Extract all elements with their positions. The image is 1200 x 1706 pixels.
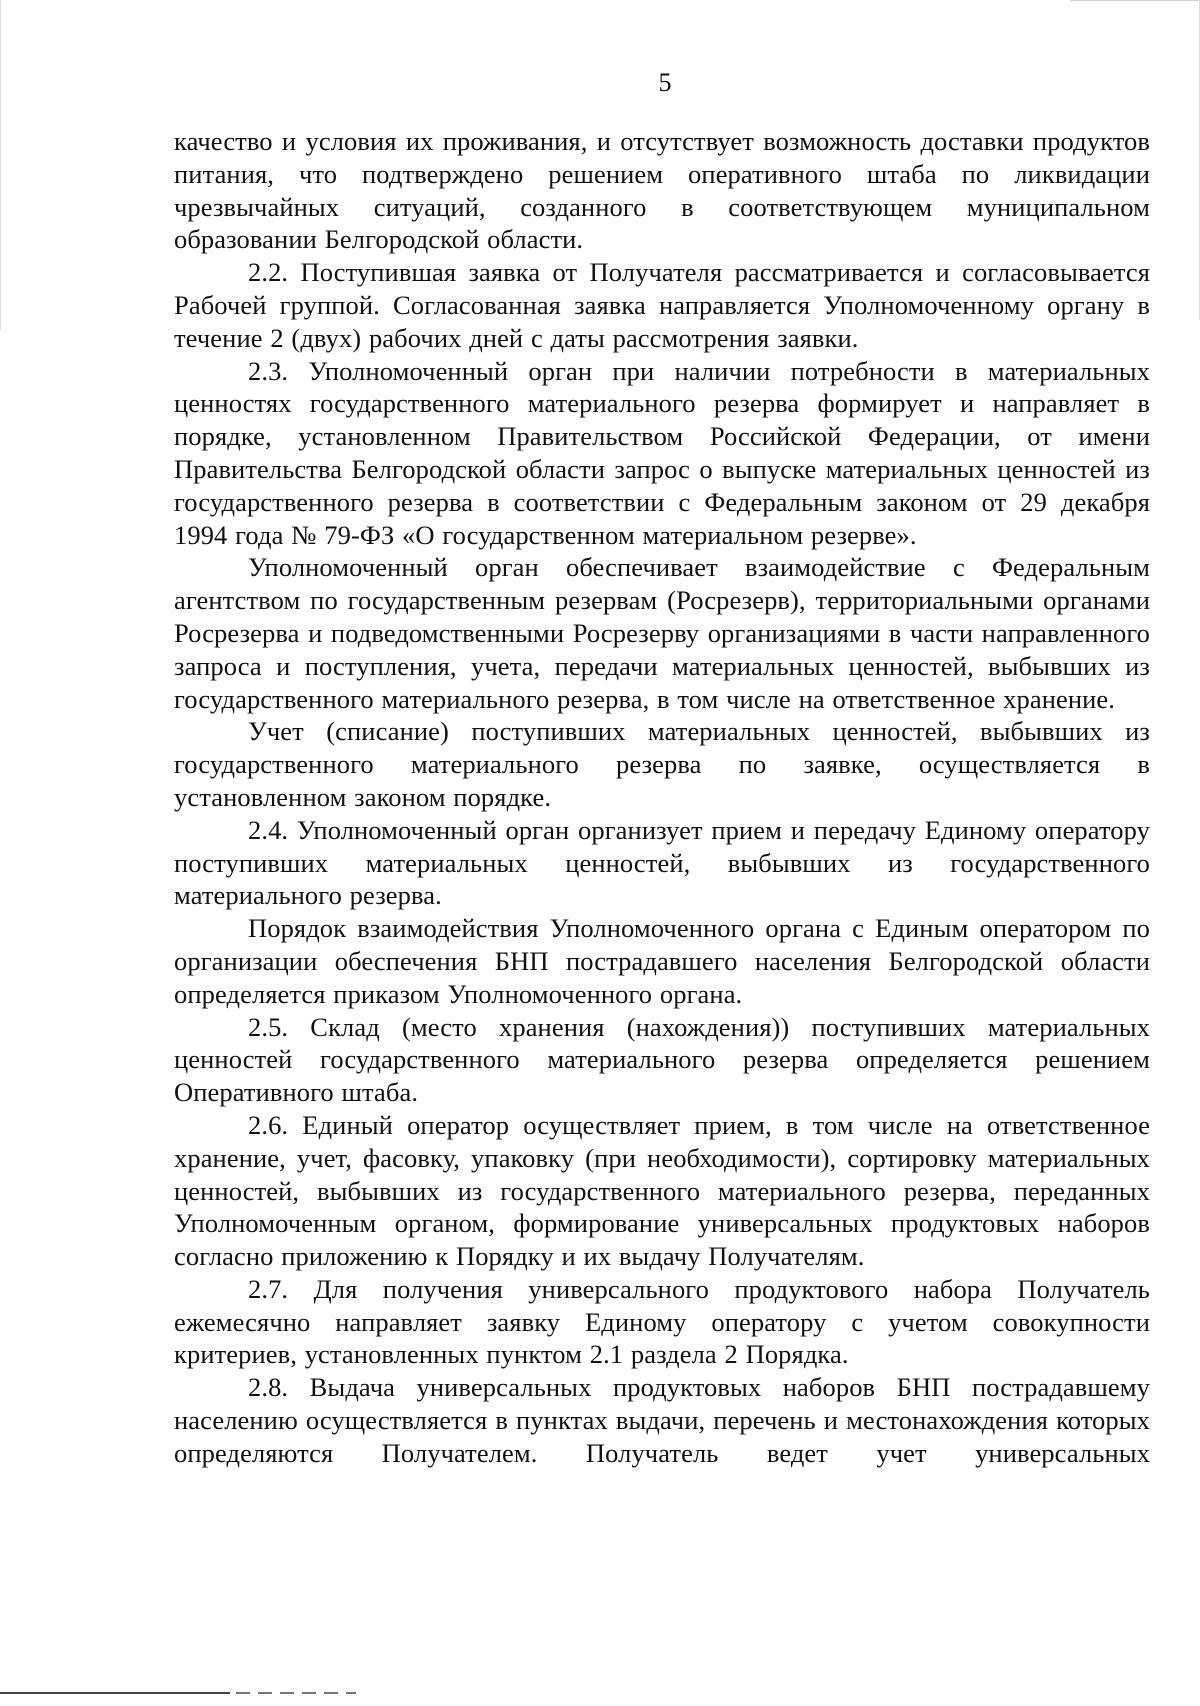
paragraph: 2.5. Склад (место хранения (нахождения)) поступивших материальных ценностей государственного материального резерва определяется решением Оперативного штаба. xyxy=(174,1011,1150,1108)
paragraph: 2.7. Для получения универсального продуктового набора Получатель ежемесячно направляет заявку Единому оператору с учетом совокупности критериев, установленных пунктом 2.1 раздела 2 Порядка. xyxy=(174,1273,1150,1370)
paragraph: 2.4. Уполномоченный орган организует прием и передачу Единому оператору поступивших материальных ценностей, выбывших из государственного материального резерва. xyxy=(174,814,1150,911)
paragraph: 2.8. Выдача универсальных продуктовых наборов БНП пострадавшему населению осуществляется в пунктах выдачи, перечень и местонахождения которых определяются Получателем. Получатель ведет учет универсальных xyxy=(174,1372,1150,1468)
paragraph: качество и условия их проживания, и отсутствует возможность доставки продуктов питания, что подтверждено решением оперативного штаба по ликвидации чрезвычайных ситуаций, созданного в соответствующем муниципальном образовании Белгородской области. xyxy=(174,126,1150,255)
scan-artifact-edge xyxy=(0,0,1,330)
scan-artifact-dash xyxy=(236,1692,356,1694)
document-body xyxy=(174,125,1150,1470)
scan-artifact-line xyxy=(1070,0,1200,1)
paragraph: 2.6. Единый оператор осуществляет прием, в том числе на ответственное хранение, учет, фасовку, упаковку (при необходимости), сортировку материальных ценностей, выбывших из государственного материального резерва, переданных Уполномоченным органом, формирование универсальных продуктовых наборов согласно приложению к Порядку и их выдачу Получателям. xyxy=(174,1109,1150,1272)
paragraph: 2.2. Поступившая заявка от Получателя рассматривается и согласовывается Рабочей группой. Согласованная заявка направляется Уполномоченному органу в течение 2 (двух) рабочих дней с даты рассмотрения заявки. xyxy=(174,257,1150,353)
page-number: 5 xyxy=(658,68,672,97)
scan-artifact-line xyxy=(0,1692,230,1694)
paragraph: Учет (списание) поступивших материальных ценностей, выбывших из государственного материального резерва по заявке, осуществляется в установленном законом порядке. xyxy=(174,716,1150,812)
paragraph: 2.3. Уполномоченный орган при наличии потребности в материальных ценностях государственного материального резерва формирует и направляет в порядке, установленном Правительством Российской Федерации, от имени Правительства Белгородской области запрос о выпуске материальных ценностей из государственного резерва в соответствии с Федеральным законом от 29 декабря 1994 года № 79-ФЗ «О государственном материальном резерве». xyxy=(174,355,1150,550)
paragraph: Уполномоченный орган обеспечивает взаимодействие с Федеральным агентством по государственным резервам (Росрезерв), территориальными органами Росрезерва и подведомственными Росрезерву организациями в части направленного запроса и поступления, учета, передачи материальных ценностей, выбывших из государственного материального резерва, в том числе на ответственное хранение. xyxy=(174,552,1150,714)
paragraph: Порядок взаимодействия Уполномоченного органа с Единым оператором по организации обеспечения БНП пострадавшего населения Белгородской области определяется приказом Уполномоченного органа. xyxy=(174,913,1150,1009)
